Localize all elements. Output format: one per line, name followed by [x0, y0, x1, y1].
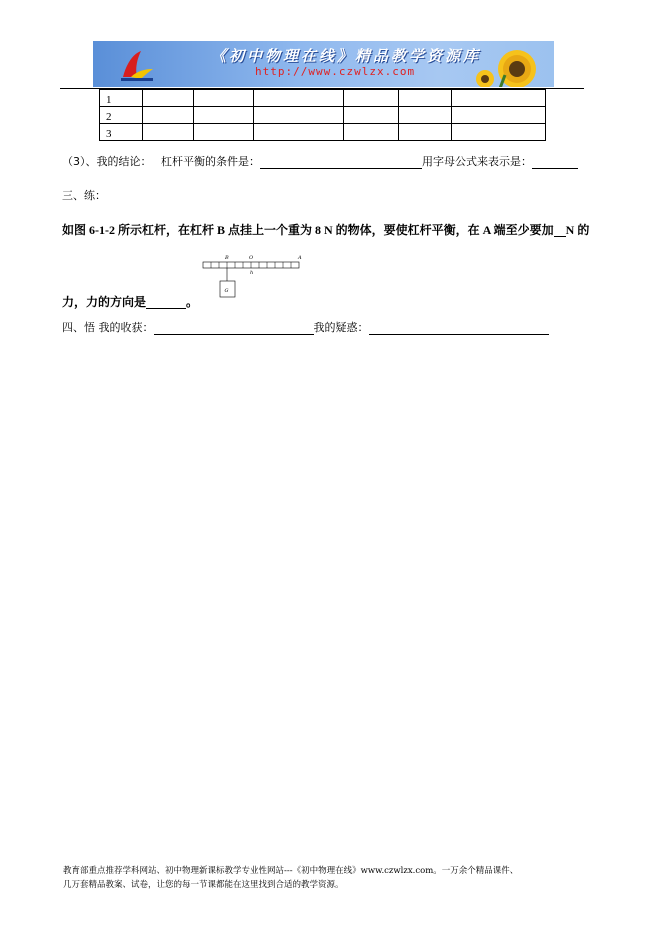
table-cell [344, 124, 399, 141]
row-index: 1 [100, 90, 143, 107]
table-cell [344, 107, 399, 124]
table-cell [452, 90, 546, 107]
table-cell [194, 90, 254, 107]
table-cell [399, 124, 452, 141]
table-cell [143, 107, 194, 124]
table-cell [452, 107, 546, 124]
data-table [99, 89, 546, 141]
table-cell [399, 90, 452, 107]
force-blank[interactable] [554, 224, 566, 237]
question-line [62, 223, 589, 237]
formula-label: 用字母公式来表示是： [422, 155, 532, 168]
direction-blank[interactable] [146, 296, 186, 309]
gain-label: 四、悟 我的收获： [62, 321, 154, 334]
table-cell [194, 107, 254, 124]
practice-heading: 三、练： [62, 189, 106, 202]
doubt-blank[interactable] [369, 322, 549, 335]
footer-line-2: 几万套精品教案、试卷，让您的每一节课都能在这里找到合适的教学资源。 [63, 880, 344, 890]
direction-end: 。 [186, 295, 199, 309]
label-b: B [225, 255, 229, 261]
reflection-line [62, 321, 549, 335]
table-row [100, 90, 546, 107]
table-row [100, 124, 546, 141]
footer-line-1: 教育部重点推荐学科网站、初中物理新课标教学专业性网站---《初中物理在线》www.czwlzx.com。一万余个精品课件、 [63, 866, 519, 876]
site-logo-icon [117, 47, 157, 83]
condition-label: 杠杆平衡的条件是： [161, 155, 260, 168]
table-row [100, 107, 546, 124]
table-cell [143, 124, 194, 141]
label-a: A [298, 255, 302, 261]
condition-blank[interactable] [260, 156, 422, 169]
header-banner [93, 41, 554, 87]
question-text: 如图 6-1-2 所示杠杆，在杠杆 B 点挂上一个重为 8 N 的物体，要使杠杆平衡，在 A 端至少要加 [62, 223, 554, 237]
sunflower-icon [469, 45, 549, 87]
banner-title: 《初中物理在线》精品教学资源库 [211, 47, 482, 65]
lever-figure [200, 254, 304, 302]
row-index: 2 [100, 107, 143, 124]
conclusion-label: （3）、我的结论： [62, 155, 152, 168]
table-cell [143, 90, 194, 107]
page-footer [63, 864, 603, 892]
formula-blank[interactable] [532, 156, 578, 169]
label-o: O [249, 255, 254, 261]
question-unit: N 的 [565, 223, 590, 237]
conclusion-line [62, 155, 578, 169]
doubt-label: 我的疑惑： [313, 321, 369, 334]
row-index: 3 [100, 124, 143, 141]
table-cell [254, 124, 344, 141]
table-cell [254, 90, 344, 107]
direction-line [62, 295, 198, 309]
table-cell [399, 107, 452, 124]
table-cell [194, 124, 254, 141]
table-cell [254, 107, 344, 124]
label-h: h [250, 270, 254, 276]
direction-text: 力，力的方向是 [62, 295, 147, 309]
table-cell [452, 124, 546, 141]
table-cell [344, 90, 399, 107]
gain-blank[interactable] [154, 322, 314, 335]
label-g: G [224, 288, 229, 294]
banner-url: http://www.czwlzx.com [255, 65, 416, 78]
